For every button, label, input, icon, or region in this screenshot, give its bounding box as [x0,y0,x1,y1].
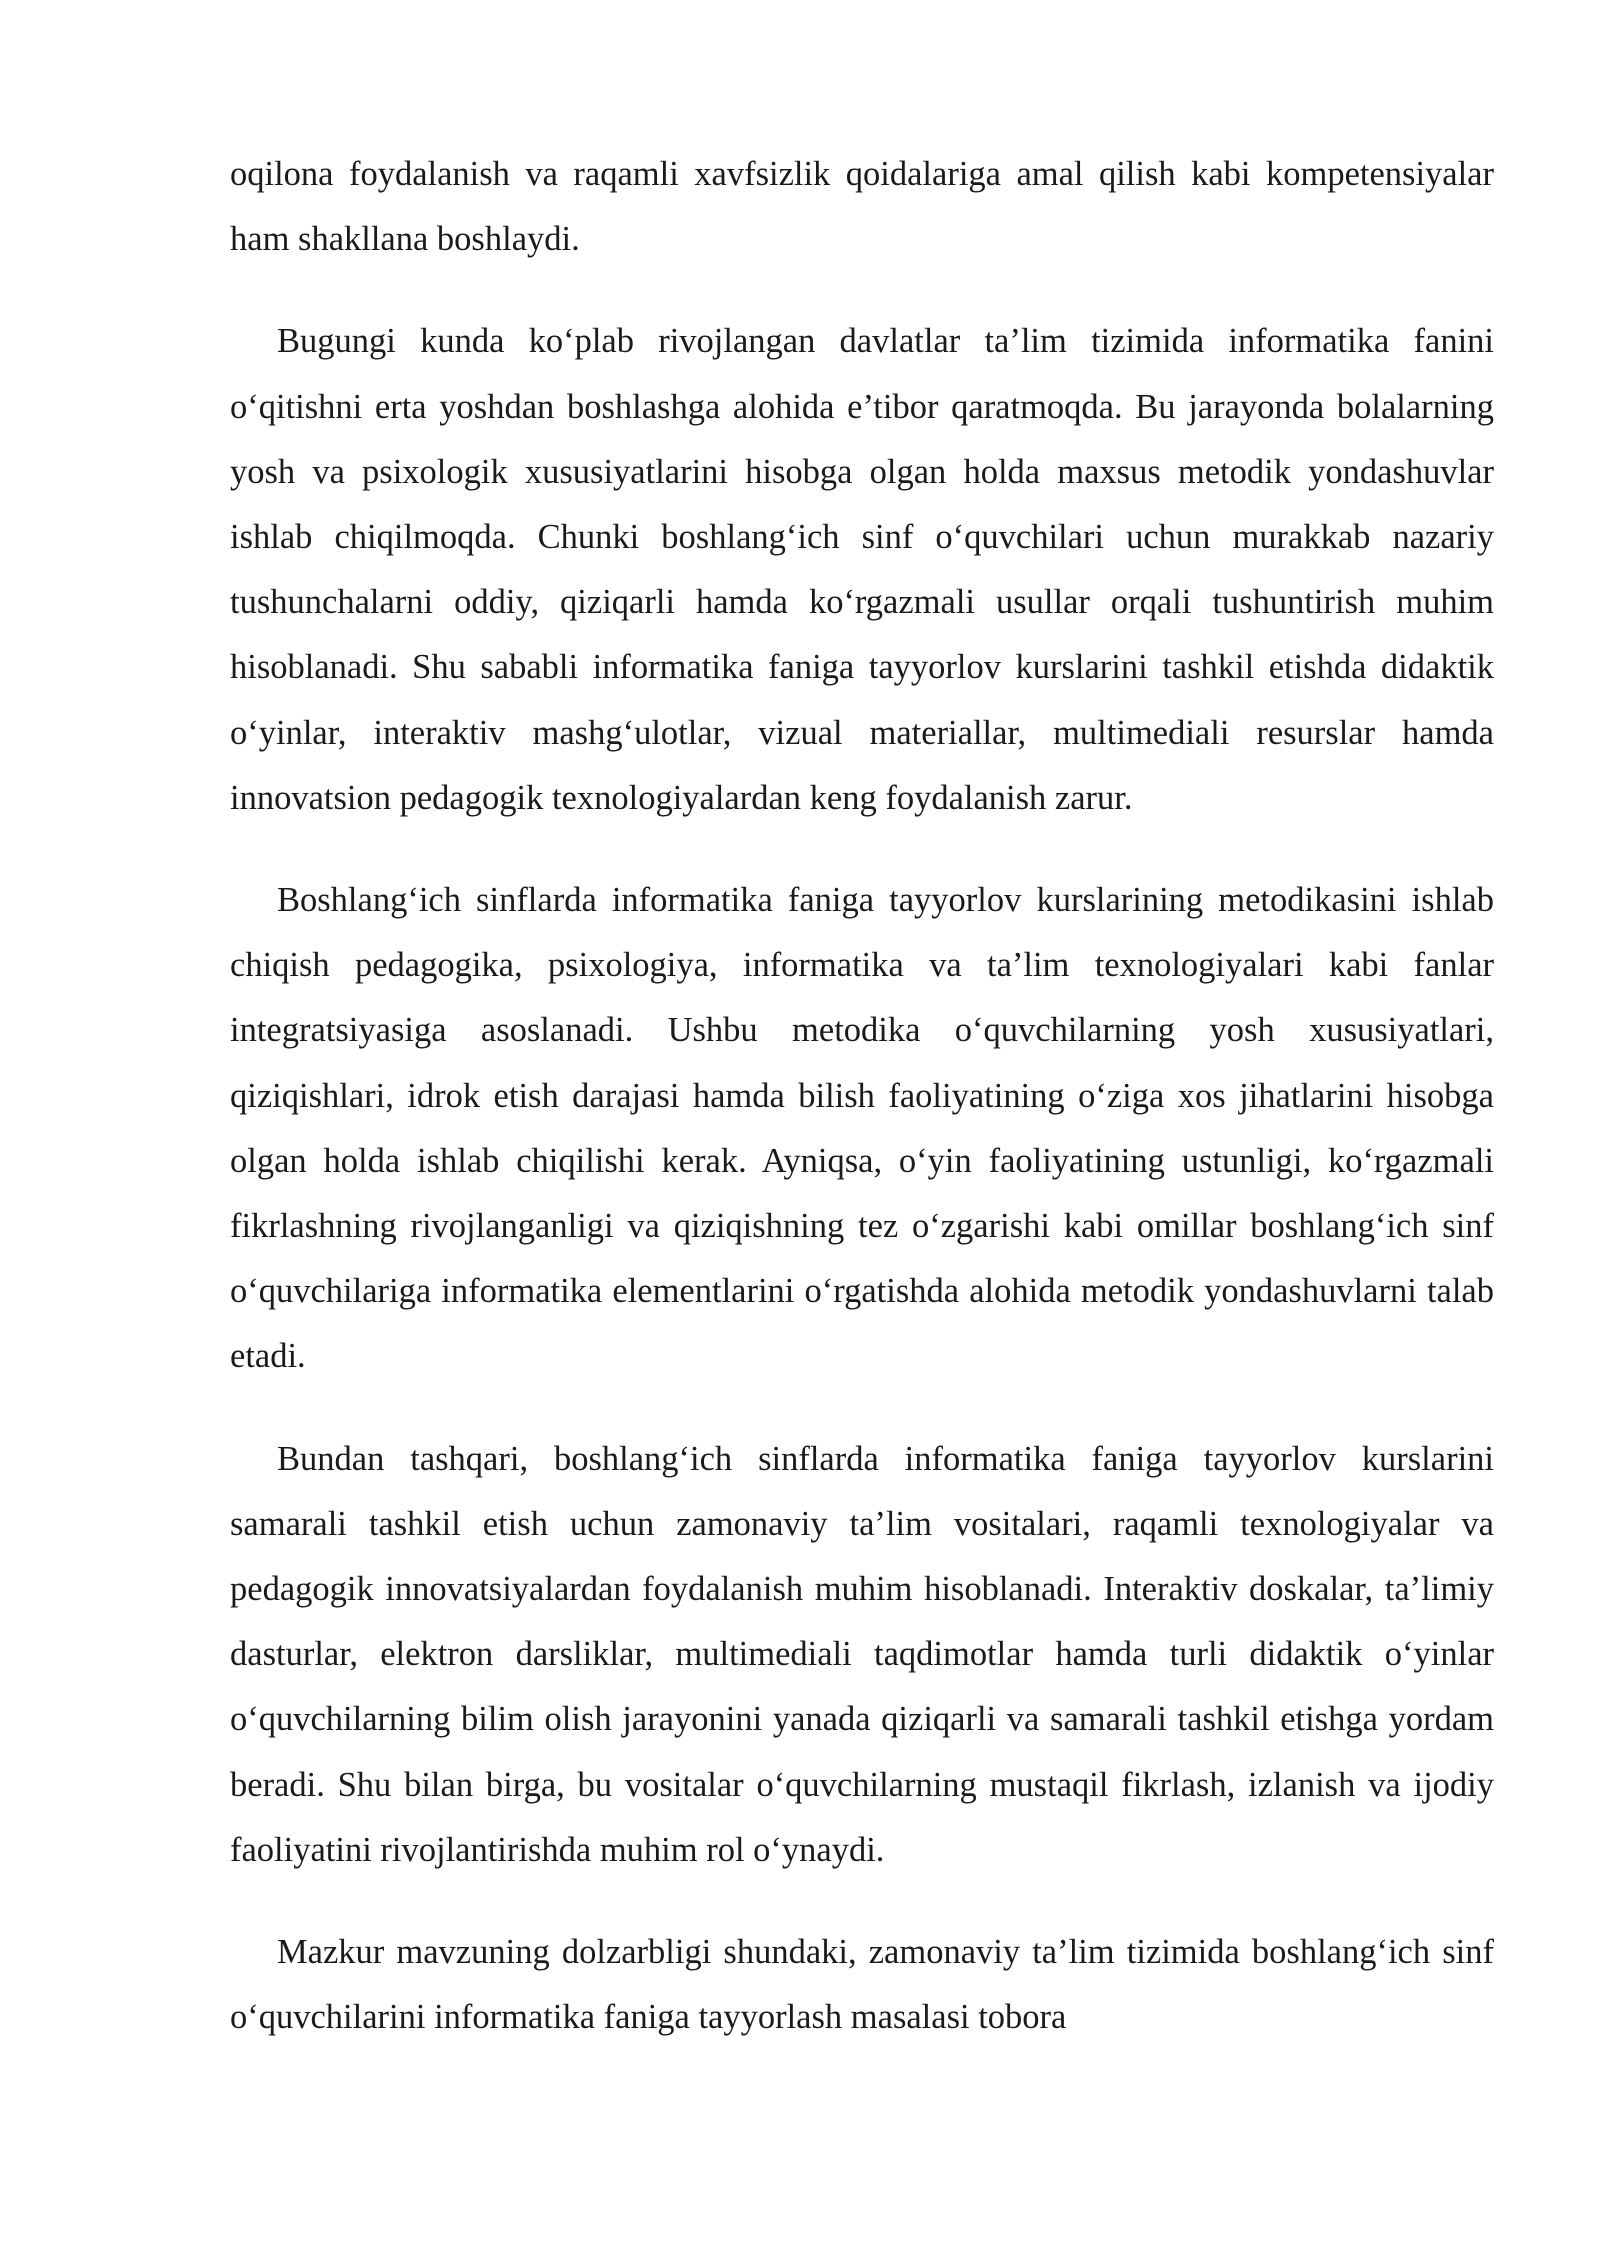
paragraph-1: oqilona foydalanish va raqamli xavfsizlik qoidalariga amal qilish kabi kompetensiyalar ham shakllana boshlaydi. [230,155,1494,259]
paragraph-4: Bundan tashqari, boshlang‘ich sinflarda informatika faniga tayyorlov kurslarini samarali tashkil etish uchun zamonaviy ta’lim vositalari, raqamli texnologiyalar va pedagogik innovatsiyalardan foydalanish muhim hisoblanadi. Interaktiv doskalar, ta’limiy dasturlar, elektron darsliklar, multimediali taqdimotlar hamda turli didaktik o‘yinlar o‘quvchilarning bilim olish jarayonini yanada qiziqarli va samarali tashkil etishga yordam beradi. Shu bilan birga, bu vositalar o‘quvchilarning mustaqil fikrlash, izlanish va ijodiy faoliyatini rivojlantirishda muhim rol o‘ynaydi. [230,1439,1494,1869]
body-text [230,142,1494,2050]
paragraph-3: Boshlang‘ich sinflarda informatika faniga tayyorlov kurslarining metodikasini ishlab chiqish pedagogika, psixologiya, informatika va ta’lim texnologiyalari kabi fanlar integratsiyasiga asoslanadi. Ushbu metodika o‘quvchilarning yosh xususiyatlari, qiziqishlari, idrok etish darajasi hamda bilish faoliyatining o‘ziga xos jihatlarini hisobga olgan holda ishlab chiqilishi kerak. Ayniqsa, o‘yin faoliyatining ustunligi, ko‘rgazmali fikrlashning rivojlanganligi va qiziqishning tez o‘zgarishi kabi omillar boshlang‘ich sinf o‘quvchilariga informatika elementlarini o‘rgatishda alohida metodik yondashuvlarni talab etadi. [230,881,1494,1376]
paragraph-5: Mazkur mavzuning dolzarbligi shundaki, zamonaviy ta’lim tizimida boshlang‘ich sinf o‘quvchilarini informatika faniga tayyorlash masalasi tobora [230,1933,1494,2037]
paragraph-2: Bugungi kunda ko‘plab rivojlangan davlatlar ta’lim tizimida informatika fanini o‘qitishni erta yoshdan boshlashga alohida e’tibor qaratmoqda. Bu jarayonda bolalarning yosh va psixologik xususiyatlarini hisobga olgan holda maxsus metodik yondashuvlar ishlab chiqilmoqda. Chunki boshlang‘ich sinf o‘quvchilari uchun murakkab nazariy tushunchalarni oddiy, qiziqarli hamda ko‘rgazmali usullar orqali tushuntirish muhim hisoblanadi. Shu sababli informatika faniga tayyorlov kurslarini tashkil etishda didaktik o‘yinlar, interaktiv mashg‘ulotlar, vizual materiallar, multimediali resurslar hamda innovatsion pedagogik texnologiyalardan keng foydalanish zarur. [230,322,1494,817]
